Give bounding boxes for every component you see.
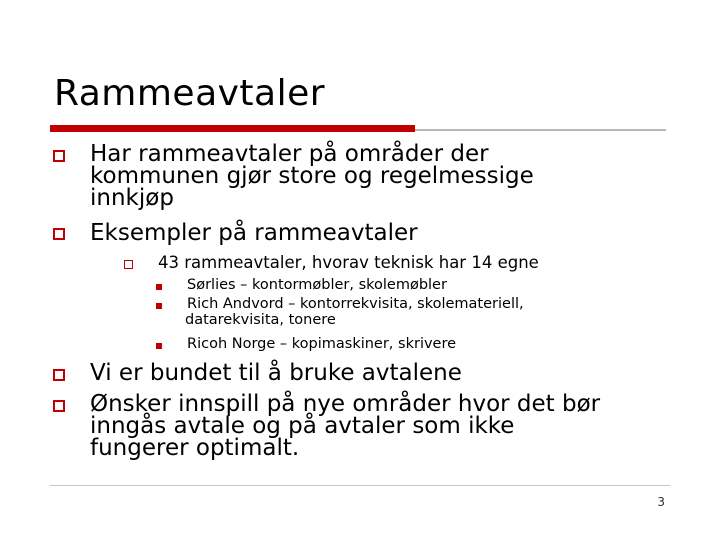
bullet-text: [90, 361, 462, 385]
sub-bullet-text: 43 rammeavtaler, hvorav teknisk har 14 egne: [158, 253, 539, 272]
bullet-text: [90, 142, 534, 210]
bullet-line: Har rammeavtaler på områder der: [90, 141, 489, 167]
sub-bullet-marker: [124, 260, 133, 269]
sub-sub-bullet-line: Rich Andvord – kontorrekvisita, skolemateriell,: [187, 296, 524, 312]
bullet-marker: [53, 369, 65, 381]
bullet-line: innkjøp: [90, 185, 174, 211]
sub-sub-bullet-marker: [156, 284, 162, 290]
bullet-line: inngås avtale og på avtaler som ikke: [90, 413, 515, 439]
bullet-text: [90, 221, 418, 245]
bullet-marker: [53, 228, 65, 240]
sub-sub-bullet-marker: [156, 303, 162, 309]
sub-sub-bullet-line: datarekvisita, tonere: [185, 312, 336, 328]
title-underline-rule: [415, 129, 666, 131]
bullet-text: [90, 392, 600, 460]
slide-title: Rammeavtaler: [54, 73, 326, 114]
page-number: 3: [657, 495, 665, 509]
sub-sub-bullet-marker: [156, 343, 162, 349]
bullet-line: kommunen gjør store og regelmessige: [90, 163, 534, 189]
footer-rule: [50, 485, 670, 486]
bullet-line: Vi er bundet til å bruke avtalene: [90, 360, 462, 386]
title-underline-accent: [50, 125, 415, 132]
bullet-marker: [53, 150, 65, 162]
sub-sub-bullet-text: [187, 277, 447, 293]
sub-sub-bullet-text: [187, 336, 456, 352]
sub-sub-bullet-text: [187, 296, 524, 328]
sub-sub-bullet-line: Sørlies – kontormøbler, skolemøbler: [187, 277, 447, 293]
bullet-line: Ønsker innspill på nye områder hvor det bør: [90, 391, 601, 417]
bullet-marker: [53, 400, 65, 412]
sub-sub-bullet-line: Ricoh Norge – kopimaskiner, skrivere: [187, 336, 457, 352]
bullet-line: Eksempler på rammeavtaler: [90, 220, 418, 246]
bullet-line: fungerer optimalt.: [90, 435, 300, 461]
